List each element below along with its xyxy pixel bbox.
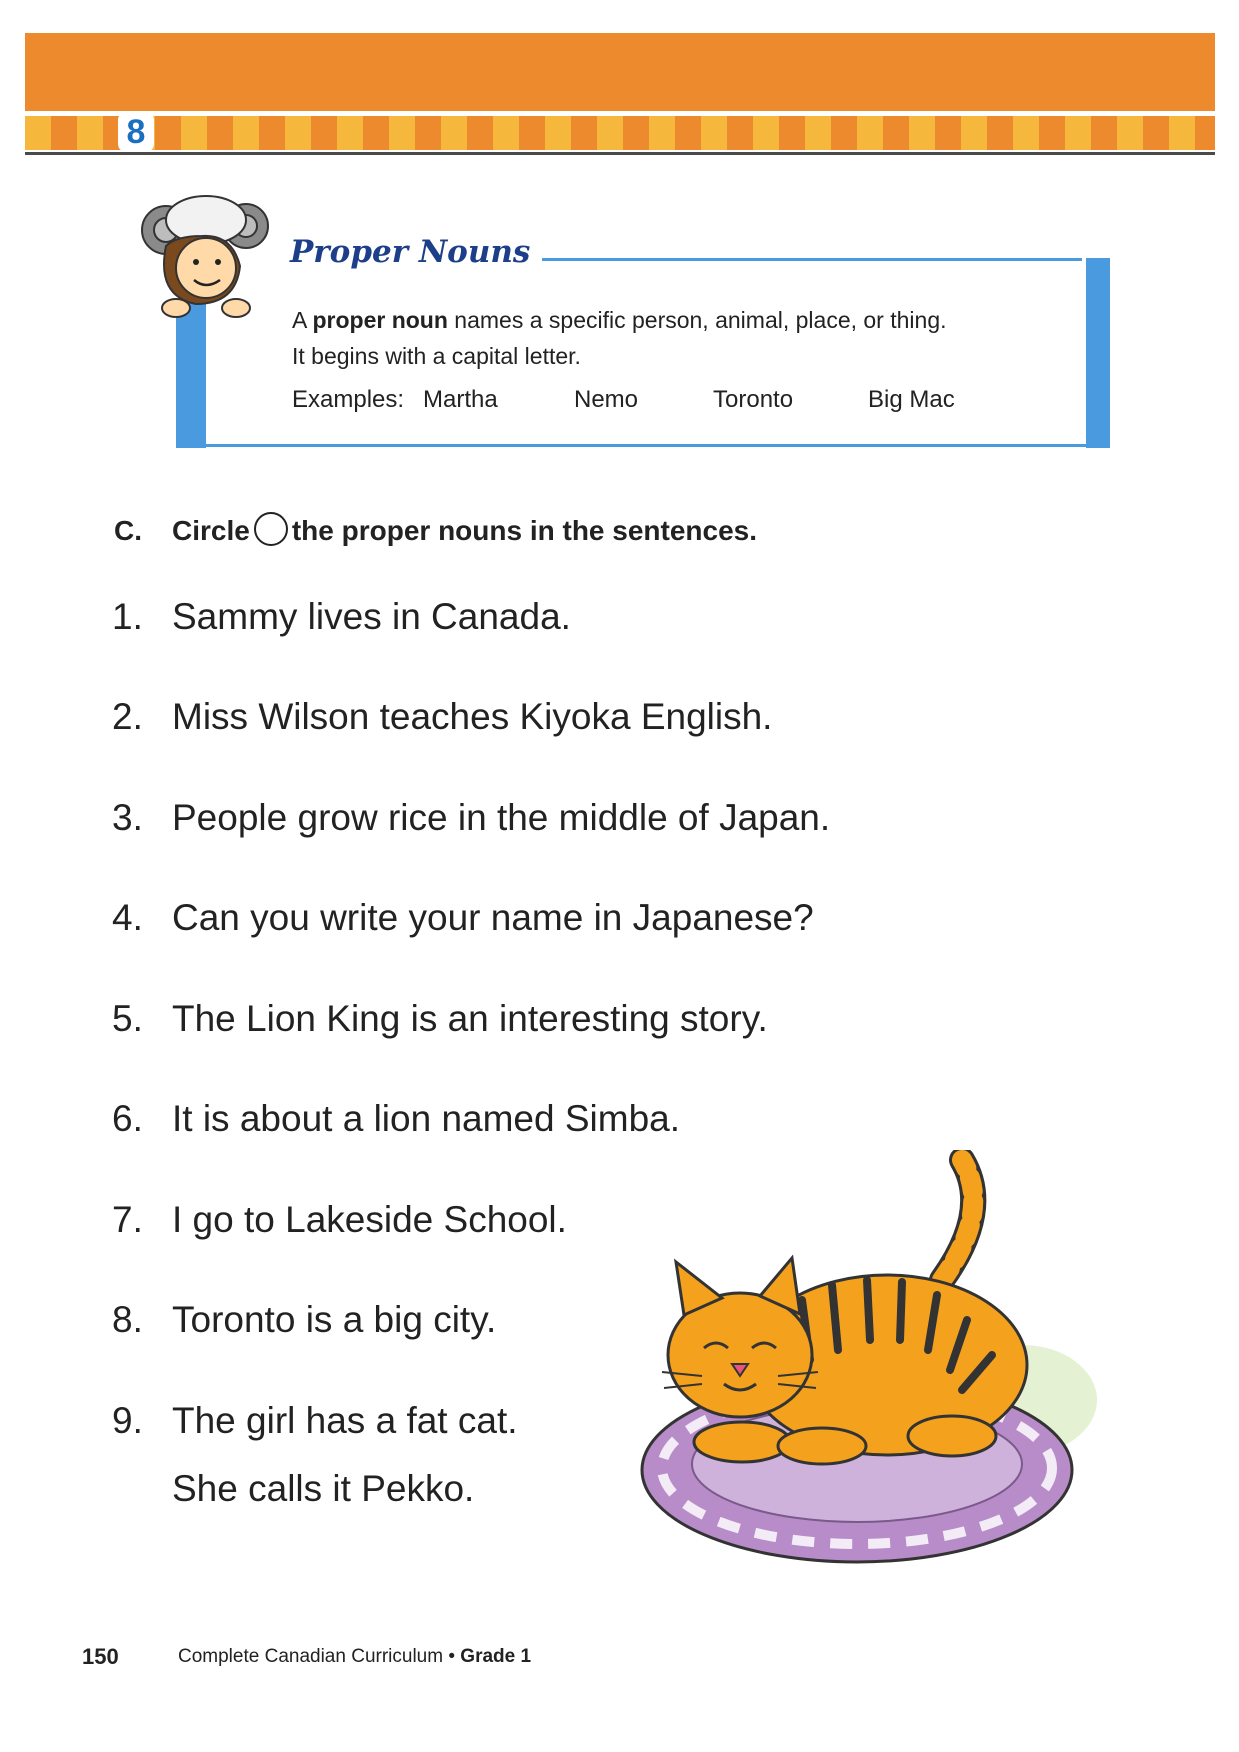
- sentence-text[interactable]: Miss Wilson teaches Kiyoka English.: [172, 696, 773, 737]
- grade-label: Grade 1: [460, 1646, 532, 1667]
- page-number: 150: [82, 1644, 119, 1669]
- sentence-text[interactable]: It is about a lion named Simba.: [172, 1098, 681, 1139]
- definition-text: [292, 302, 1052, 374]
- sentence-9: [112, 1400, 518, 1442]
- sentence-text[interactable]: I go to Lakeside School.: [172, 1199, 567, 1240]
- definition-term: proper noun: [312, 307, 448, 333]
- sentence-text[interactable]: Can you write your name in Japanese?: [172, 897, 814, 938]
- definition-line2: It begins with a capital letter.: [292, 343, 581, 369]
- sentence-text[interactable]: The girl has a fat cat.: [172, 1400, 518, 1441]
- sentence-text[interactable]: People grow rice in the middle of Japan.: [172, 797, 831, 838]
- sentence-text[interactable]: The Lion King is an interesting story.: [172, 998, 768, 1039]
- footer-separator: •: [443, 1646, 461, 1667]
- sentence-number: 8.: [112, 1299, 143, 1340]
- info-box-right-bar: [1086, 258, 1110, 448]
- sentence-text[interactable]: Sammy lives in Canada.: [172, 596, 571, 637]
- sentence-2: [112, 696, 772, 738]
- book-title: Complete Canadian Curriculum: [178, 1646, 444, 1667]
- instruction-after: the proper nouns in the sentences.: [291, 515, 758, 546]
- box-title: Proper Nouns: [290, 234, 531, 270]
- footer-book-title: [178, 1646, 531, 1668]
- example-item: Martha: [423, 386, 498, 413]
- instruction-before: Circle: [172, 515, 250, 546]
- example-item: Big Mac: [868, 386, 955, 413]
- sentence-5: [112, 998, 768, 1040]
- header-stripe: [25, 116, 1215, 150]
- definition-rest: names a specific person, animal, place, or thing.: [447, 307, 947, 333]
- cat-on-mat-icon: [632, 1150, 1102, 1570]
- sentence-3: [112, 797, 830, 839]
- sentence-number: 3.: [112, 797, 143, 838]
- example-item: Toronto: [713, 386, 794, 413]
- sentence-text[interactable]: Toronto is a big city.: [172, 1299, 497, 1340]
- header-banner: [25, 33, 1215, 111]
- examples-label: Examples:: [292, 386, 405, 413]
- circle-icon: [254, 512, 288, 546]
- sentence-8: [112, 1299, 496, 1341]
- sentence-number: 5.: [112, 998, 143, 1039]
- example-item: Nemo: [574, 386, 639, 413]
- info-box-top-line: [542, 258, 1082, 261]
- sentence-6: [112, 1098, 680, 1140]
- sentence-9-line2[interactable]: She calls it Pekko.: [172, 1468, 475, 1509]
- unit-number-badge: 8: [118, 112, 154, 152]
- definition-prefix: A: [292, 307, 313, 333]
- header-rule: [25, 152, 1215, 155]
- sentence-number: 2.: [112, 696, 143, 737]
- mascot-icon: [136, 186, 276, 326]
- sentence-number: 1.: [112, 596, 143, 637]
- sentence-1: [112, 596, 571, 638]
- exercise-instruction: [114, 512, 757, 547]
- sentence-number: 4.: [112, 897, 143, 938]
- sentence-number: 6.: [112, 1098, 143, 1139]
- sentence-number: 9.: [112, 1400, 143, 1441]
- sentence-4: [112, 897, 814, 939]
- sentence-7: [112, 1199, 567, 1241]
- sentence-number: 7.: [112, 1199, 143, 1240]
- exercise-letter: C.: [114, 515, 142, 546]
